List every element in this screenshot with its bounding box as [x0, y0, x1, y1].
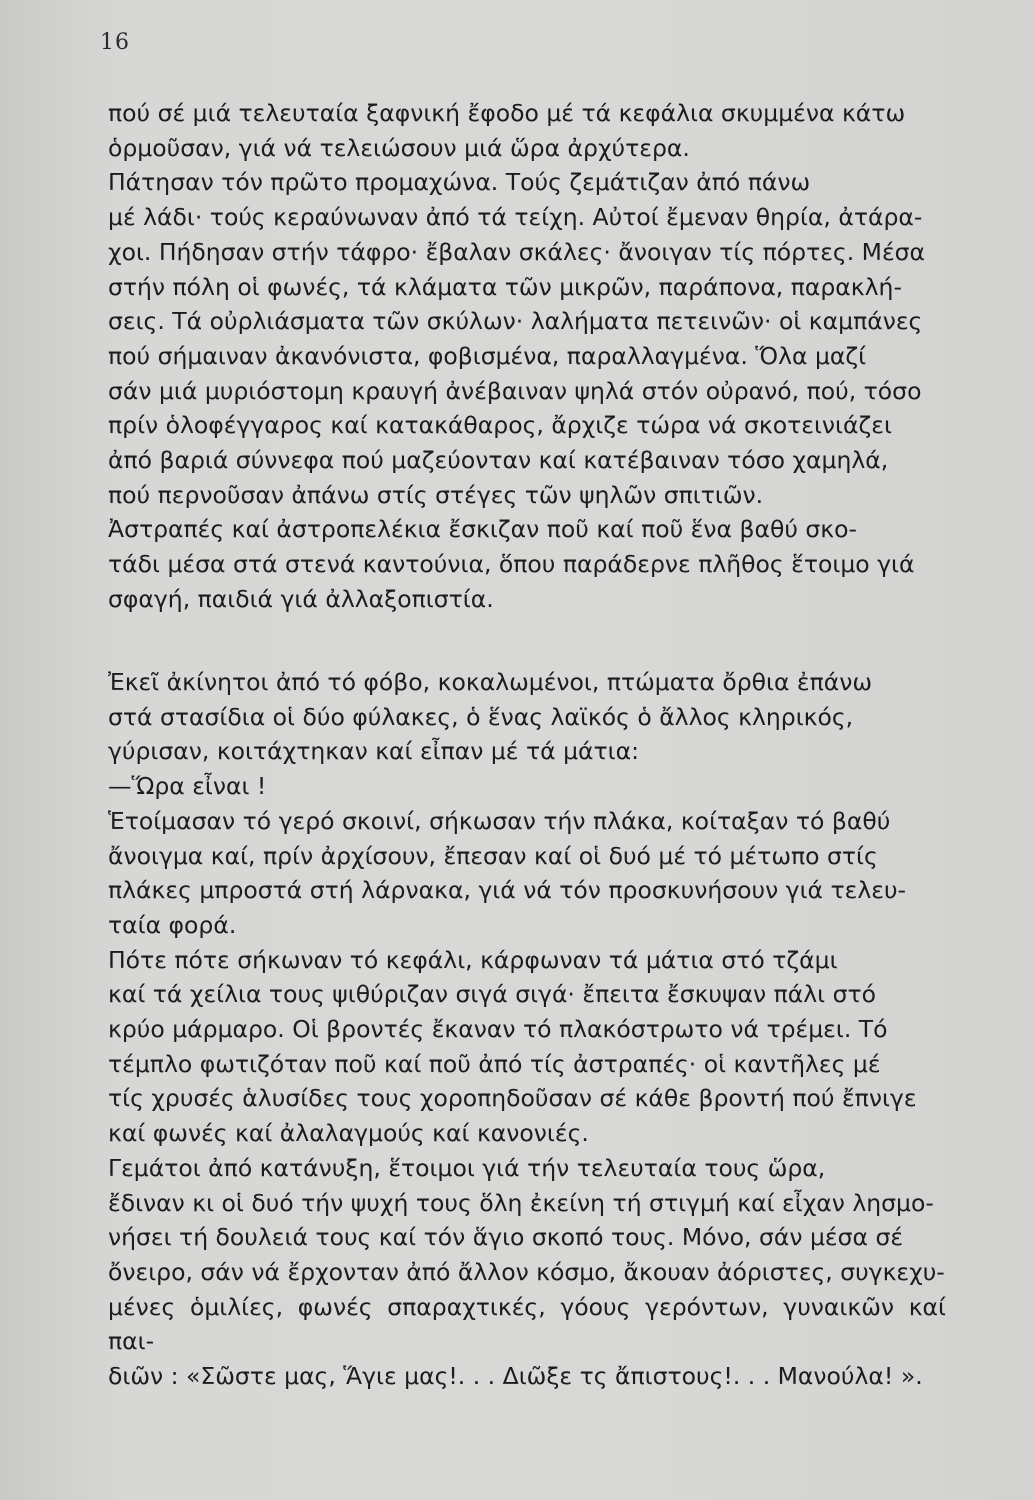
- text-section-1: [108, 96, 946, 617]
- paragraph: Ἐκεῖ ἀκίνητοι ἀπό τό φόβο, κοκαλωμένοι, πτώματα ὄρθια ἐπάνω στά στασίδια οἱ δύο φύλακες, ὁ ἕνας λαϊκός ὁ ἄλλος κληρικός, γύρισαν, κοιτάχτηκαν καί εἶπαν μέ τά μάτια:: [108, 668, 873, 766]
- paragraph: Ἑτοίμασαν τό γερό σκοινί, σήκωσαν τήν πλάκα, κοίταξαν τό βαθύ ἄνοιγμα καί, πρίν ἀρχίσουν, ἔπεσαν καί οἱ δυό μέ τό μέτωπο στίς πλάκες μπροστά στή λάρνακα, γιά νά τόν προσκυνήσουν γιά τελευ- ταία φορά.: [108, 806, 907, 939]
- paragraph: Πότε πότε σήκωναν τό κεφάλι, κάρφωναν τά μάτια στό τζάμι καί τά χείλια τους ψιθύριζαν σιγά σιγά· ἔπειτα ἔσκυψαν πάλι στό κρύο μάρμαρο. Οἱ βροντές ἔκαναν τό πλακόστρωτο νά τρέμει. Τό τέμπλο φωτιζόταν ποῦ καί ποῦ ἀπό τίς ἀστραπές· οἱ καντῆλες μέ τίς χρυσές ἁλυσίδες τους χοροπηδοῦσαν σέ κάθε βροντή πού ἔπνιγε καί φωνές καί ἀλαλαγμούς καί κανονιές.: [108, 945, 917, 1148]
- text-section-2: [108, 665, 946, 1394]
- paragraph: Πάτησαν τόν πρῶτο προμαχώνα. Τούς ζεμάτιζαν ἀπό πάνω μέ λάδι· τούς κεραύνωναν ἀπό τά τείχη. Αὐτοί ἔμεναν θηρία, ἀτάρα- χοι. Πήδησαν στήν τάφρο· ἔβαλαν σκάλες· ἄνοιγαν τίς πόρτες. Μέσα στήν πόλη οἱ φωνές, τά κλάματα τῶν μικρῶν, παράπονα, παρακλή- σεις. Τά οὐρλιάσματα τῶν σκύλων· λαλήματα πετεινῶν· οἱ καμπάνες πού σήμαιναν ἀκανόνιστα, φοβισμένα, παραλλαγμένα. Ὅλα μαζί σάν μιά μυριόστομη κραυγή ἀνέβαιναν ψηλά στόν οὐρανό, πού, τόσο πρίν ὁλοφέγγαρος καί κατακάθαρος, ἄρχιζε τώρα νά σκοτεινιάζει ἀπό βαριά σύννεφα πού μαζεύονταν καί κατέβαιναν τόσο χαμηλά, πού περνοῦσαν ἀπάνω στίς στέγες τῶν ψηλῶν σπιτιῶν.: [108, 168, 926, 509]
- dialogue-line: —Ὥρα εἶναι !: [108, 772, 267, 801]
- paragraph: Ἀστραπές καί ἀστροπελέκια ἔσκιζαν ποῦ καί ποῦ ἕνα βαθύ σκο- τάδι μέσα στά στενά καντούνια, ὅπου παράδερνε πλῆθος ἕτοιμο γιά σφαγή, παιδιά γιά ἀλλαξοπιστία.: [108, 515, 915, 613]
- paragraph: πού σέ μιά τελευταία ξαφνική ἔφοδο μέ τά κεφάλια σκυμμένα κάτω ὁρμοῦσαν, γιά νά τελειώσουν μιά ὥρα ἀρχύτερα.: [108, 99, 906, 162]
- page-number: 16: [100, 30, 130, 55]
- paragraph: Γεμάτοι ἀπό κατάνυξη, ἕτοιμοι γιά τήν τελευταία τους ὥρα, ἔδιναν κι οἱ δυό τήν ψυχή τους ὅλη ἐκείνη τή στιγμή καί εἶχαν λησμο- νήσει τή δουλειά τους καί τόν ἅγιο σκοπό τους. Μόνο, σάν μέσα σέ ὄνειρο, σάν νά ἔρχονταν ἀπό ἄλλον κόσμο, ἄκουαν ἀόριστες, συγκεχυ- μένες ὁμιλίες, φωνές σπαραχτικές, γόους γερόντων, γυναικῶν καί παι- διῶν : «Σῶστε μας, Ἅγιε μας!. . . Διῶξε τς ἄπιστους!. . . Μανούλα! ».: [108, 1153, 946, 1391]
